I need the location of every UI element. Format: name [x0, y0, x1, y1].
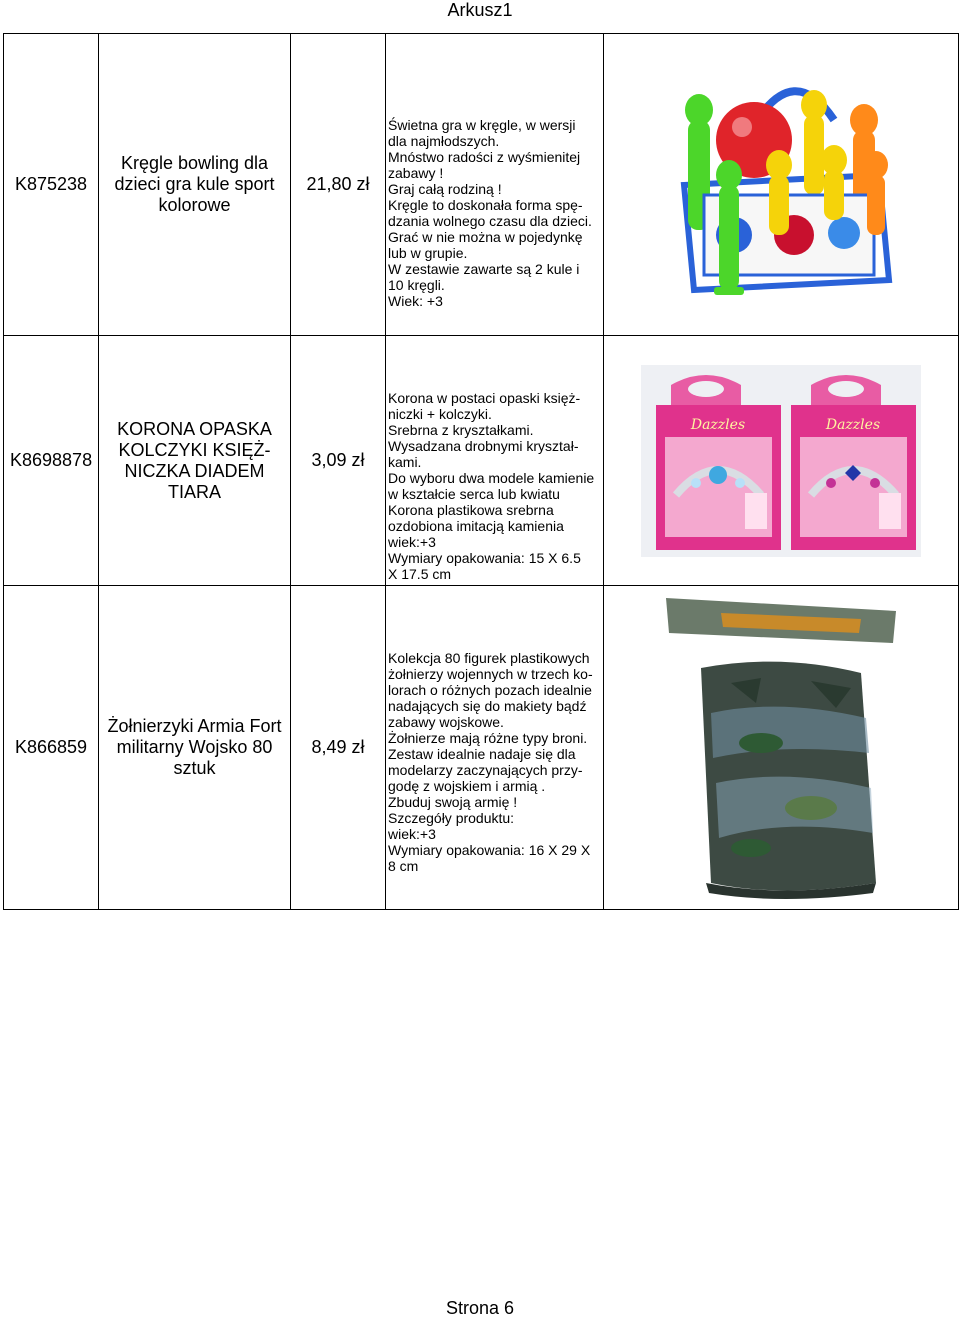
product-description	[386, 34, 604, 336]
tiara-packages-image	[641, 365, 921, 557]
description-line: Grać w nie można w pojedynkę	[388, 228, 583, 245]
description-line: lub w grupie.	[388, 244, 468, 261]
toy-soldiers-bag-image	[661, 593, 901, 903]
description-line: nadających się do makiety bądź	[388, 697, 587, 714]
description-line: wiek:+3	[388, 533, 436, 550]
product-name-line: Kręgle bowling dla	[120, 153, 269, 173]
description-line: godę z wojskiem i armią .	[388, 777, 546, 794]
product-name-line: KOLCZYKI KSIĘŻ-	[118, 439, 271, 460]
description-line: modelarzy zaczynających przy-	[388, 761, 583, 778]
description-line: Srebrna z kryształkami.	[388, 421, 534, 438]
page-footer: Strona 6	[445, 1298, 515, 1317]
product-code: K875238	[4, 34, 99, 336]
product-name-line: Żołnierzyki Armia Fort	[107, 716, 282, 736]
description-line: niczki + kolczyki.	[388, 405, 492, 422]
product-name-line: TIARA	[167, 481, 221, 502]
description-line: Korona w postaci opaski księż-	[388, 389, 581, 406]
product-name	[99, 336, 291, 586]
description-line: Wymiary opakowania: 16 X 29 X	[388, 841, 591, 858]
description-line: Zbuduj swoją armię !	[388, 793, 518, 810]
description-line: Korona plastikowa srebrna	[388, 501, 554, 518]
description-line: Do wyboru dwa modele kamienie	[388, 469, 595, 486]
bowling-set-image	[644, 65, 919, 305]
description-line: W zestawie zawarte są 2 kule i	[388, 260, 580, 277]
description-line: Szczegóły produktu:	[388, 809, 515, 826]
table-row	[4, 336, 959, 586]
product-name-line: KORONA OPASKA	[117, 418, 272, 439]
package-label: Dazzles	[825, 416, 881, 433]
product-code: K8698878	[4, 336, 99, 586]
product-price: 21,80 zł	[291, 34, 386, 336]
description-line: Mnóstwo radości z wyśmienitej	[388, 148, 581, 165]
description-line: ozdobiona imitacją kamienia	[388, 517, 564, 534]
description-line: zabawy !	[388, 164, 444, 181]
product-name	[99, 34, 291, 336]
description-line: 8 cm	[388, 857, 419, 874]
product-image-cell	[604, 336, 959, 586]
description-line: żołnierzy wojennych w trzech ko-	[388, 665, 593, 682]
product-name-line: sztuk	[173, 758, 216, 778]
description-line: 10 kręgli.	[388, 276, 445, 293]
product-name-line: militarny Wojsko 80	[116, 737, 273, 757]
product-price: 3,09 zł	[291, 336, 386, 586]
product-description	[386, 586, 604, 910]
product-price: 8,49 zł	[291, 586, 386, 910]
sheet-title: Arkusz1	[447, 0, 513, 20]
description-line: dzania wolnego czasu dla dzieci.	[388, 212, 592, 229]
description-line: dla najmłodszych.	[388, 132, 500, 149]
description-line: Świetna gra w kręgle, w wersji	[388, 116, 576, 133]
description-line: Kolekcja 80 figurek plastikowych	[388, 649, 590, 666]
description-line: lorach o różnych pozach idealnie	[388, 681, 592, 698]
product-image-cell	[604, 586, 959, 910]
table-row	[4, 586, 959, 910]
table-row	[4, 34, 959, 336]
product-name-line: dzieci gra kule sport	[114, 174, 275, 194]
product-name-line: NICZKA DIADEM	[124, 460, 265, 481]
description-line: zabawy wojskowe.	[388, 713, 504, 730]
description-line: wiek:+3	[388, 825, 436, 842]
description-line: Wiek: +3	[388, 292, 443, 309]
product-name-line: kolorowe	[158, 195, 231, 215]
package-label: Dazzles	[690, 416, 746, 433]
description-line: Graj całą rodziną !	[388, 180, 502, 197]
description-line: kami.	[388, 453, 422, 470]
description-line: Kręgle to doskonała forma spę-	[388, 196, 583, 213]
description-line: Wymiary opakowania: 15 X 6.5	[388, 549, 581, 566]
product-image-cell	[604, 34, 959, 336]
product-table	[3, 33, 959, 910]
description-line: X 17.5 cm	[388, 565, 452, 582]
description-line: Zestaw idealnie nadaje się dla	[388, 745, 576, 762]
product-name	[99, 586, 291, 910]
description-line: w kształcie serca lub kwiatu	[388, 485, 560, 502]
description-line: Wysadzana drobnymi kryształ-	[388, 437, 579, 454]
product-description	[386, 336, 604, 586]
product-code: K866859	[4, 586, 99, 910]
description-line: Żołnierze mają różne typy broni.	[388, 729, 588, 746]
